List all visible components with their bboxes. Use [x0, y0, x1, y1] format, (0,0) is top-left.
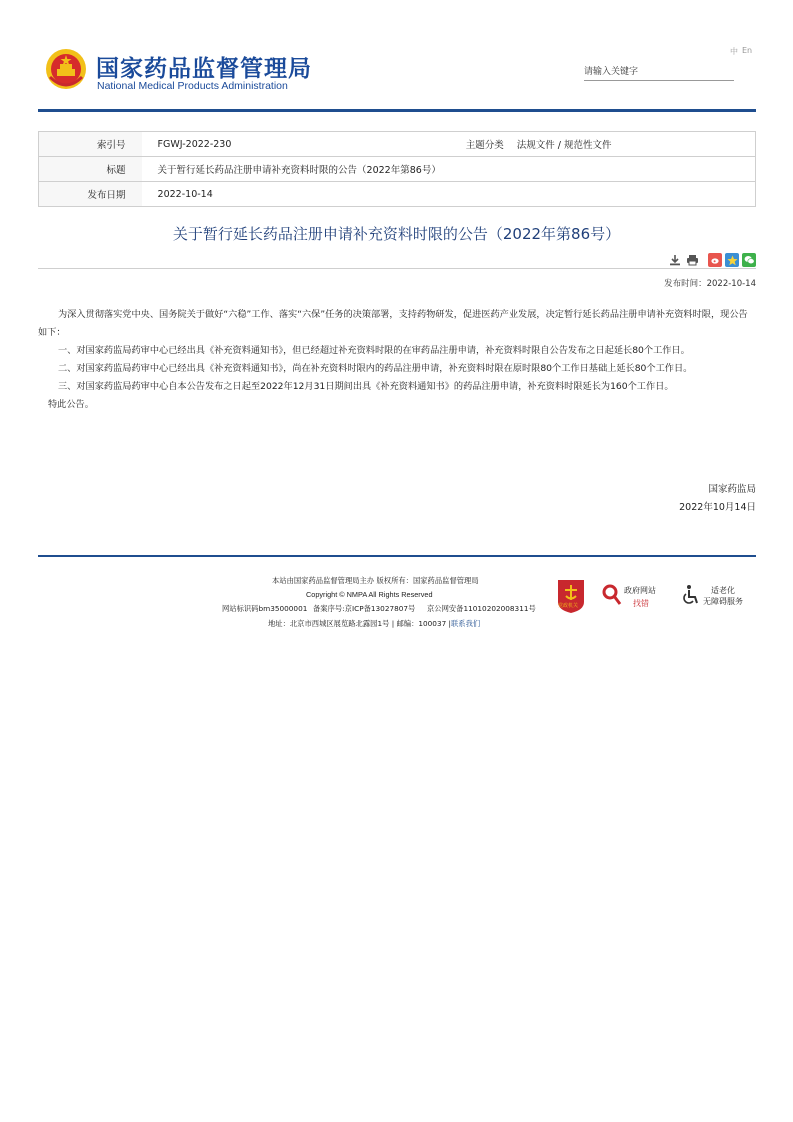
article-meta-table: [38, 131, 756, 207]
favorite-share-icon[interactable]: [725, 253, 739, 267]
paragraph-item-2: 二、对国家药监局药审中心已经出具《补充资料通知书》，尚在补充资料时限内的药品注册申请，补充资料时限在原时限80个工作日基础上延长80个工作日。: [58, 363, 693, 374]
share-tools: [708, 253, 756, 267]
national-emblem-logo[interactable]: [44, 47, 88, 91]
meta-row-index: [39, 132, 756, 157]
category-label: 主题分类: [417, 132, 517, 157]
elderly-friendly-label: 适老化: [711, 586, 735, 595]
date-value: 2022-10-14: [157, 188, 213, 200]
paragraph-closing: 特此公告。: [48, 399, 94, 410]
footer-divider: [38, 555, 756, 557]
lang-en-link[interactable]: En: [742, 46, 753, 55]
header-divider: [38, 109, 756, 112]
index-value: FGWJ-2022-230: [142, 132, 417, 157]
wheelchair-icon: [682, 584, 700, 606]
accessibility-label: 无障碍服务: [703, 597, 743, 606]
footer-sponsor: 本站由国家药品监督管理局主办 版权所有：国家药品监督管理局: [272, 576, 479, 585]
publish-time: 发布时间：2022-10-14: [664, 279, 756, 289]
party-gov-badge[interactable]: [556, 578, 586, 614]
article-title: 关于暂行延长药品注册申请补充资料时限的公告（2022年第86号）: [172, 225, 621, 243]
print-icon[interactable]: [685, 253, 699, 267]
footer-site-id: 网站标识码bm35000001: [222, 604, 308, 613]
sign-date: 2022年10月14日: [679, 502, 756, 513]
footer-police[interactable]: 京公网安备11010202008311号: [427, 604, 536, 613]
error-report-label: 找错: [633, 599, 649, 608]
title-value: 关于暂行延长药品注册申请补充资料时限的公告（2022年第86号）: [142, 157, 756, 182]
signature: 国家药监局: [708, 484, 756, 495]
search-input[interactable]: [584, 64, 734, 81]
site-name-zh[interactable]: 国家药品监督管理局: [96, 56, 312, 82]
weibo-share-icon[interactable]: [708, 253, 722, 267]
paragraph-item-1: 一、对国家药监局药审中心已经出具《补充资料通知书》，但已经超过补充资料时限的在审药品注册申请，补充资料时限自公告发布之日起延长80个工作日。: [58, 345, 690, 356]
title-label: 标题: [39, 157, 142, 182]
title-divider: [38, 268, 756, 269]
footer-copyright: Copyright © NMPA All Rights Reserved: [306, 590, 433, 599]
accessibility-service[interactable]: [682, 584, 752, 610]
site-name-en[interactable]: National Medical Products Administration: [97, 80, 288, 92]
contact-us-link[interactable]: 联系我们: [451, 619, 481, 628]
paragraph-intro: 为深入贯彻落实党中央、国务院关于做好“六稳”工作、落实“六保”任务的决策部署，支持药物研发，促进医药产业发展，决定暂行延长药品注册申请补充资料时限，现公告如下：: [38, 309, 748, 338]
index-label: 索引号: [39, 132, 142, 157]
wechat-share-icon[interactable]: [742, 253, 756, 267]
category-value: 法规文件 / 规范性文件: [517, 132, 756, 157]
meta-row-title: [39, 157, 756, 182]
date-label: 发布日期: [39, 182, 142, 207]
gov-site-label: 政府网站: [624, 586, 656, 595]
paragraph-item-3: 三、对国家药监局药审中心自本公告发布之日起至2022年12月31日期间出具《补充资料通知书》的药品注册申请，补充资料时限延长为160个工作日。: [58, 381, 674, 392]
gov-site-error-report[interactable]: [602, 582, 682, 612]
magnifier-icon: [602, 584, 622, 606]
footer-icp[interactable]: 备案序号:京ICP备13027807号: [313, 604, 416, 613]
lang-zh-link[interactable]: 中: [730, 47, 738, 56]
footer-address: 地址：北京市西城区展览路北露园1号 | 邮编：100037 |: [268, 619, 452, 628]
download-icon[interactable]: [668, 253, 682, 267]
party-badge-text: 党政机关: [558, 603, 579, 609]
article-body: [38, 306, 756, 414]
article-tools: [668, 253, 699, 267]
meta-row-date: [39, 182, 756, 207]
